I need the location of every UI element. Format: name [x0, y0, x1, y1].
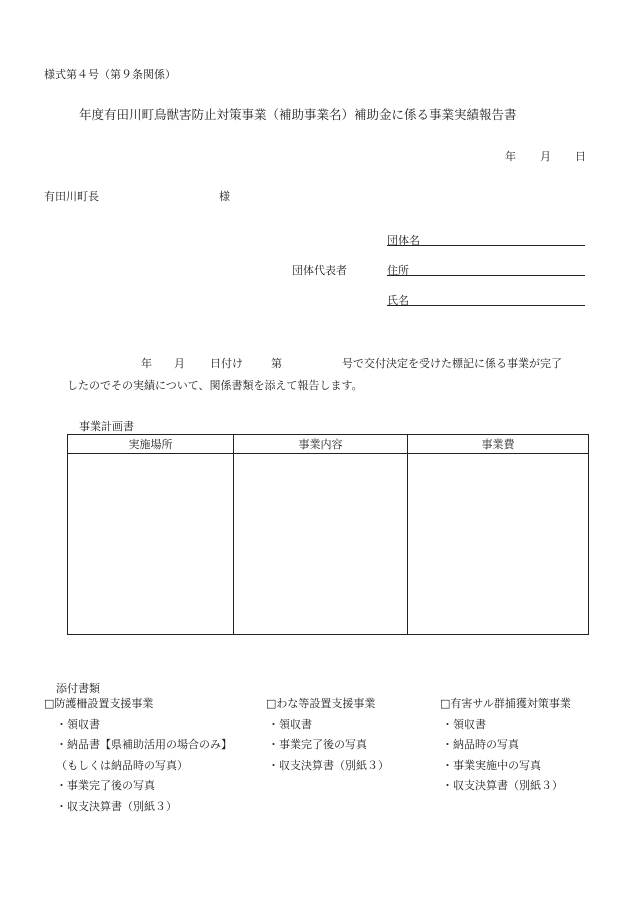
list-item: ・収支決算書（別紙３）	[442, 779, 563, 792]
body-month: 月	[174, 357, 185, 370]
list-item: （もしくは納品時の写真）	[56, 758, 188, 772]
plan-table	[67, 434, 589, 635]
attachment-heading-fence[interactable]: □防護柵設置支援事業	[44, 697, 154, 710]
list-item: ・収支決算書（別紙３）	[268, 758, 389, 772]
attachment-column-fence	[44, 694, 232, 817]
representative-label: 団体代表者	[292, 264, 347, 277]
attachment-column-trap	[266, 694, 389, 776]
attachment-column-monkey	[440, 694, 571, 797]
list-item: ・事業完了後の写真	[268, 738, 367, 751]
form-number: 様式第４号（第９条関係）	[44, 68, 176, 81]
list-item: ・事業完了後の写真	[56, 779, 155, 792]
full-name-field[interactable]	[387, 305, 585, 306]
plan-header-cost: 事業費	[408, 435, 589, 454]
org-name-field[interactable]	[387, 245, 585, 246]
list-item: ・領収書	[268, 717, 312, 731]
plan-label: 事業計画書	[79, 420, 134, 433]
list-item: ・領収書	[442, 717, 486, 731]
date-month-label: 月	[540, 150, 551, 163]
body-line2: したのでその実績について、関係書類を添えて報告します。	[67, 379, 363, 392]
plan-header-content: 事業内容	[234, 435, 408, 454]
document-title: 年度有田川町鳥獣害防止対策事業（補助事業名）補助金に係る事業実績報告書	[79, 107, 517, 122]
body-year: 年	[141, 357, 152, 370]
plan-cell-cost[interactable]	[408, 454, 589, 635]
attachment-heading-trap[interactable]: □わな等設置支援事業	[266, 697, 376, 710]
list-item: ・領収書	[56, 717, 100, 731]
list-item: ・納品書【県補助活用の場合のみ】	[56, 738, 232, 751]
addressee-name: 有田川町長	[44, 190, 99, 203]
list-item: ・事業実施中の写真	[442, 758, 541, 772]
plan-cell-content[interactable]	[234, 454, 408, 635]
body-date-suffix: 日付け	[210, 357, 243, 370]
attachments-label: 添付書類	[56, 682, 100, 695]
org-name-label: 団体名	[387, 234, 420, 247]
plan-cell-location[interactable]	[68, 454, 234, 635]
date-year-label: 年	[505, 150, 516, 163]
addressee-honorific: 様	[219, 190, 230, 203]
list-item: ・収支決算書（別紙３）	[56, 799, 177, 813]
plan-header-location: 実施場所	[68, 435, 234, 454]
body-number-prefix: 第	[271, 357, 282, 370]
attachment-heading-monkey[interactable]: □有害サル群捕獲対策事業	[440, 697, 571, 710]
address-field[interactable]	[387, 275, 585, 276]
attachments-area	[44, 694, 604, 824]
list-item: ・納品時の写真	[442, 738, 519, 751]
date-day-label: 日	[575, 150, 586, 163]
address-label: 住所	[387, 264, 409, 277]
full-name-label: 氏名	[387, 294, 409, 307]
body-line1-rest: 号で交付決定を受けた標記に係る事業が完了	[342, 357, 562, 370]
